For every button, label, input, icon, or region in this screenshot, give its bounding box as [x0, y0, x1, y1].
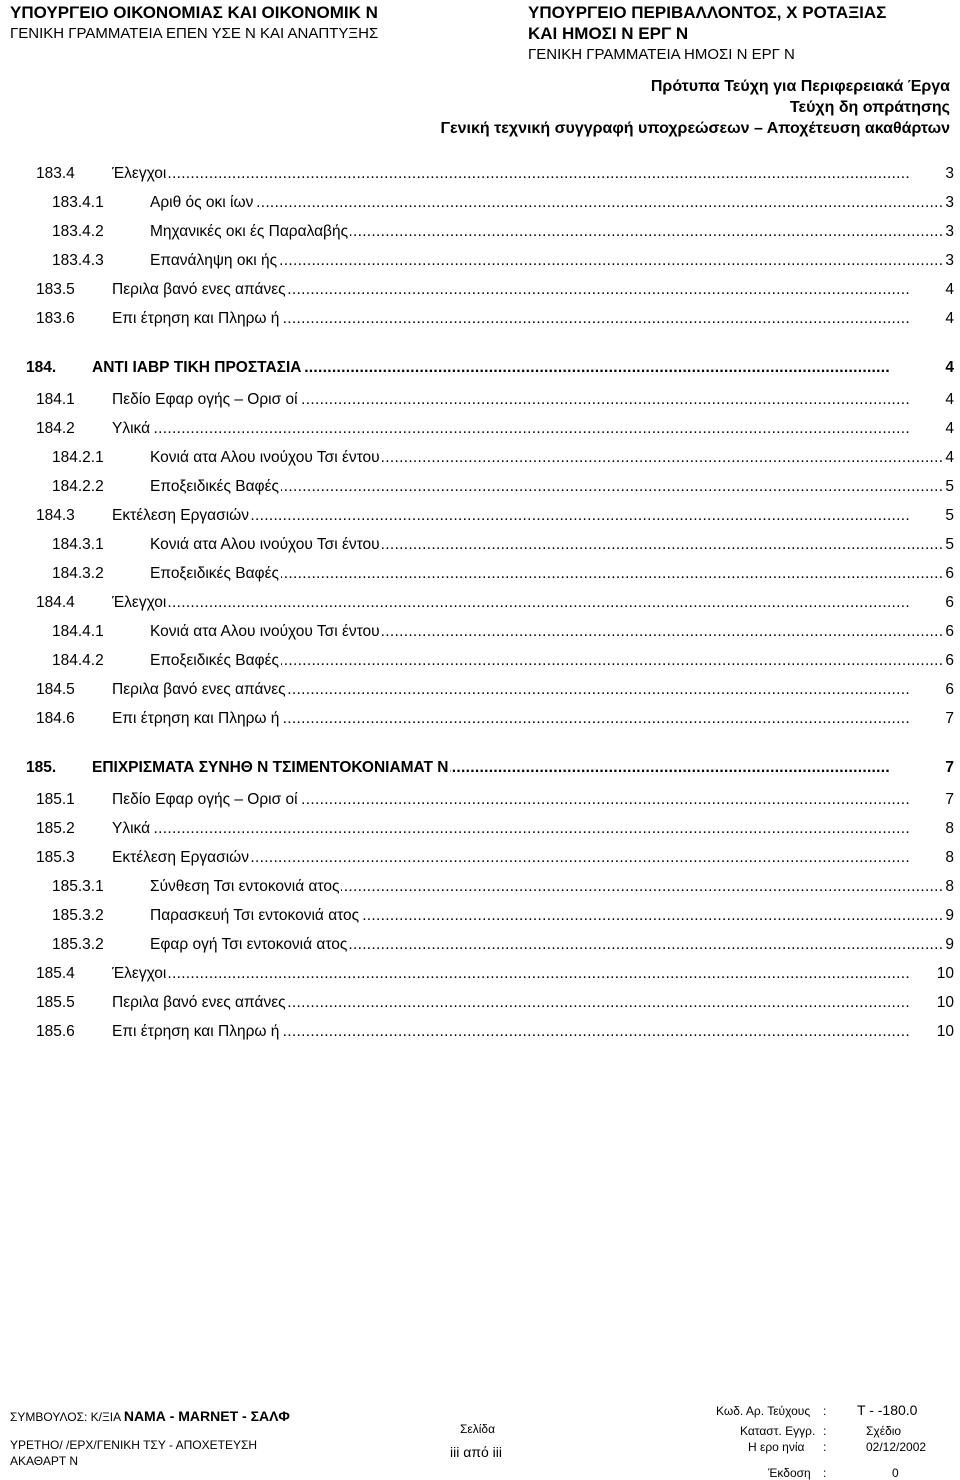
toc-entry[interactable] [0, 249, 960, 273]
toc-entry-number: 185.2 [36, 820, 75, 837]
header-right [528, 2, 886, 65]
toc-entry-title: Κονιά ατα Αλου ινούχου Τσι έντου [150, 533, 382, 557]
toc-entry-page: 5 [942, 475, 954, 499]
toc-entry-title: Εκτέλεση Εργασιών [112, 504, 251, 528]
toc-entry-title: Έλεγχοι [112, 591, 168, 615]
toc-entry-title: Έλεγχοι [112, 962, 168, 986]
toc-entry-page: 5 [942, 504, 954, 528]
toc-entry[interactable] [0, 417, 960, 441]
date-label: Η ερο ηνία [748, 1440, 805, 1454]
toc-entry-number: 184.4 [36, 594, 75, 611]
toc-entry[interactable] [0, 191, 960, 215]
secretariat-investments: ΓΕΝΙΚΗ ΓΡΑΜΜΑΤΕΙΑ ΕΠΕΝ ΥΣΕ Ν ΚΑΙ ΑΝΑΠΤΥΞΗΣ [10, 25, 379, 42]
date-colon: : [823, 1440, 827, 1454]
page-number: iii από iii [450, 1444, 502, 1460]
toc-entry-number: 184.2.2 [52, 478, 104, 495]
toc-entry-number: 185.5 [36, 994, 75, 1011]
toc-entry[interactable] [0, 962, 960, 986]
toc-entry[interactable] [0, 591, 960, 615]
toc-entry-number: 185.3.2 [52, 936, 104, 953]
toc-entry[interactable] [0, 817, 960, 841]
toc-entry[interactable] [0, 1020, 960, 1044]
toc-entry-title: Εποξειδικές Βαφές [150, 475, 281, 499]
toc-entry-number: 184.5 [36, 681, 75, 698]
toc-entry-number: 184.4.2 [52, 652, 104, 669]
toc-entry-page: 5 [942, 533, 954, 557]
header-left [10, 2, 378, 44]
toc-leader-dots [112, 962, 950, 986]
toc-entry[interactable] [0, 562, 960, 586]
department-line-2: ΑΚΑΘΑΡΤ Ν [10, 1454, 78, 1468]
toc-entry-title: Επι έτρηση και Πληρω ή [112, 707, 281, 731]
toc-entry[interactable] [0, 307, 960, 331]
toc-entry-number: 185.3.1 [52, 878, 104, 895]
toc-entry-page: 10 [934, 962, 954, 986]
doc-title-1: Πρότυπα Τεύχη για Περιφερειακά Έργα [650, 78, 950, 95]
toc-entry-title: Μηχανικές οκι ές Παραλαβής [150, 220, 350, 244]
toc-entry-page: 3 [942, 191, 954, 215]
edition-colon: : [823, 1466, 827, 1480]
toc-entry-number: 185. [26, 759, 57, 776]
toc-entry-title: Εκτέλεση Εργασιών [112, 846, 251, 870]
toc-entry-title: Περιλα βανό ενες απάνες [112, 678, 288, 702]
toc-entry-number: 184.2 [36, 420, 75, 437]
toc-entry-number: 185.1 [36, 791, 75, 808]
toc-entry[interactable] [0, 756, 960, 780]
secretariat-public-works: ΓΕΝΙΚΗ ΓΡΑΜΜΑΤΕΙΑ ΗΜΟΣΙ Ν ΕΡΓ Ν [528, 46, 795, 63]
toc-entry-number: 183.4.2 [52, 223, 104, 240]
toc-entry-title: Αριθ ός οκι ίων [150, 191, 255, 215]
toc-entry-page: 3 [942, 220, 954, 244]
registration-label: Καταστ. Εγγρ. [740, 1424, 816, 1438]
toc-entry-title: Περιλα βανό ενες απάνες [112, 278, 288, 302]
toc-entry-page: 8 [942, 875, 954, 899]
toc-entry-title: Κονιά ατα Αλου ινούχου Τσι έντου [150, 446, 382, 470]
toc-entry-page: 4 [942, 446, 954, 470]
toc-entry-title: Εφαρ ογή Τσι εντοκονιά ατος [150, 933, 349, 957]
toc-entry-page: 6 [942, 562, 954, 586]
toc-entry-title: Περιλα βανό ενες απάνες [112, 991, 288, 1015]
ministry-environment: ΥΠΟΥΡΓΕΙΟ ΠΕΡΙΒΑΛΛΟΝΤΟΣ, Χ ΡΟΤΑΞΙΑΣ [528, 3, 887, 22]
toc-entry-title: Υλικά [112, 417, 152, 441]
toc-entry-number: 183.6 [36, 310, 75, 327]
ministry-environment-cont: ΚΑΙ ΗΜΟΣΙ Ν ΕΡΓ Ν [528, 24, 689, 43]
toc-entry-page: 3 [942, 249, 954, 273]
toc-entry-number: 185.3.2 [52, 907, 104, 924]
toc-entry-page: 8 [942, 817, 954, 841]
toc-entry-page: 6 [942, 591, 954, 615]
toc-entry-page: 9 [942, 933, 954, 957]
toc-entry-page: 6 [942, 678, 954, 702]
toc-entry-page: 4 [942, 307, 954, 331]
toc-entry-title: Πεδίο Εφαρ ογής – Ορισ οί [112, 788, 300, 812]
toc-entry[interactable] [0, 649, 960, 673]
toc-entry[interactable] [0, 388, 960, 412]
ministry-economy: ΥΠΟΥΡΓΕΙΟ ΟΙΚΟΝΟΜΙΑΣ ΚΑΙ ΟΙΚΟΝΟΜΙΚ Ν [10, 3, 378, 22]
toc-entry[interactable] [0, 504, 960, 528]
toc-leader-dots [112, 591, 950, 615]
toc-entry-title: Κονιά ατα Αλου ινούχου Τσι έντου [150, 620, 382, 644]
toc-entry-number: 185.6 [36, 1023, 75, 1040]
toc-entry-number: 183.4 [36, 165, 75, 182]
toc-entry[interactable] [0, 933, 960, 957]
toc-entry[interactable] [0, 875, 960, 899]
code-value: Τ - -180.0 [857, 1402, 918, 1418]
edition-label: Έκδοση [768, 1466, 811, 1480]
toc-entry[interactable] [0, 533, 960, 557]
toc-entry-number: 184.3.2 [52, 565, 104, 582]
toc-entry[interactable] [0, 220, 960, 244]
date-value: 02/12/2002 [866, 1440, 927, 1454]
toc-entry-number: 184.4.1 [52, 623, 104, 640]
toc-entry-number: 185.4 [36, 965, 75, 982]
toc-entry[interactable] [0, 278, 960, 302]
code-label: Κωδ. Αρ. Τεύχους [716, 1404, 811, 1418]
document-title-block [440, 76, 950, 139]
toc-entry-page: 6 [942, 649, 954, 673]
toc-entry[interactable] [0, 162, 960, 186]
toc-entry-page: 9 [942, 904, 954, 928]
toc-entry-number: 184.3 [36, 507, 75, 524]
toc-entry-number: 183.4.1 [52, 194, 104, 211]
toc-entry-page: 6 [942, 620, 954, 644]
registration-colon: : [823, 1424, 827, 1438]
toc-entry-page: 10 [934, 991, 954, 1015]
toc-entry-title: Πεδίο Εφαρ ογής – Ορισ οί [112, 388, 300, 412]
page-label: Σελίδα [460, 1422, 496, 1436]
toc-entry-title: ΕΠΙΧΡΙΣΜΑΤΑ ΣΥΝΗΘ Ν ΤΣΙΜΕΝΤΟΚΟΝΙΑΜΑΤ Ν [92, 756, 450, 780]
edition-value: 0 [892, 1466, 899, 1480]
toc-entry-page: 8 [942, 846, 954, 870]
toc-entry-page: 4 [942, 278, 954, 302]
toc-entry-number: 183.4.3 [52, 252, 104, 269]
toc-entry-page: 7 [942, 788, 954, 812]
toc-entry-page: 10 [934, 1020, 954, 1044]
toc-entry[interactable] [0, 446, 960, 470]
page-footer [0, 1400, 960, 1480]
toc-entry-number: 184. [26, 359, 57, 376]
toc-entry[interactable] [0, 356, 960, 380]
consultant-name: ΝΑΜΑ - MARNET - ΣΑΛΦ [123, 1408, 290, 1424]
toc-leader-dots [112, 417, 950, 441]
doc-title-2: Τεύχη δη οπράτησης [789, 99, 950, 116]
toc-entry[interactable] [0, 620, 960, 644]
consultant [10, 1408, 290, 1424]
toc-leader-dots [112, 162, 950, 186]
code-colon: : [823, 1404, 827, 1418]
toc-entry[interactable] [0, 788, 960, 812]
toc-entry-title: Επι έτρηση και Πληρω ή [112, 307, 281, 331]
toc-entry-title: Εποξειδικές Βαφές [150, 562, 281, 586]
toc-entry-title: Εποξειδικές Βαφές [150, 649, 281, 673]
toc-entry-number: 184.2.1 [52, 449, 104, 466]
toc-entry[interactable] [0, 904, 960, 928]
toc-entry-page: 7 [942, 756, 954, 780]
consultant-label: ΣΥΜΒΟΥΛΟΣ: Κ/ΞΙΑ [10, 1410, 121, 1424]
registration-value: Σχέδιο [866, 1424, 902, 1438]
toc-entry-page: 4 [942, 388, 954, 412]
toc-entry-title: Επι έτρηση και Πληρω ή [112, 1020, 281, 1044]
toc-entry[interactable] [0, 846, 960, 870]
toc-entry-title: Έλεγχοι [112, 162, 168, 186]
toc-entry-title: Παρασκευή Τσι εντοκονιά ατος [150, 904, 361, 928]
toc-entry[interactable] [0, 991, 960, 1015]
doc-title-3: Γενική τεχνική συγγραφή υποχρεώσεων – Αποχέτευση ακαθάρτων [440, 120, 950, 137]
toc-entry-title: Υλικά [112, 817, 152, 841]
toc-entry-number: 185.3 [36, 849, 75, 866]
toc-leader-dots [150, 191, 950, 215]
toc-entry-number: 184.1 [36, 391, 75, 408]
toc-entry-number: 183.5 [36, 281, 75, 298]
toc-entry[interactable] [0, 678, 960, 702]
toc-entry-page: 3 [942, 162, 954, 186]
department-line-1: ΥΡΕΤΗΟ/ /ΕΡΧ/ΓΕΝΙΚΗ ΤΣΥ - ΑΠΟΧΕΤΕΥΣΗ [10, 1438, 258, 1452]
toc-entry[interactable] [0, 707, 960, 731]
toc-entry-number: 184.3.1 [52, 536, 104, 553]
toc-entry-title: Επανάληψη οκι ής [150, 249, 279, 273]
toc-entry-page: 4 [942, 417, 954, 441]
toc-entry[interactable] [0, 475, 960, 499]
toc-entry-title: ΑΝΤΙ ΙΑΒΡ ΤΙΚΗ ΠΡΟΣΤΑΣΙΑ [92, 356, 303, 380]
toc-entry-page: 7 [942, 707, 954, 731]
toc-entry-title: Σύνθεση Τσι εντοκονιά ατος [150, 875, 341, 899]
toc-entry-page: 4 [942, 356, 954, 380]
toc-entry-number: 184.6 [36, 710, 75, 727]
toc-leader-dots [112, 817, 950, 841]
